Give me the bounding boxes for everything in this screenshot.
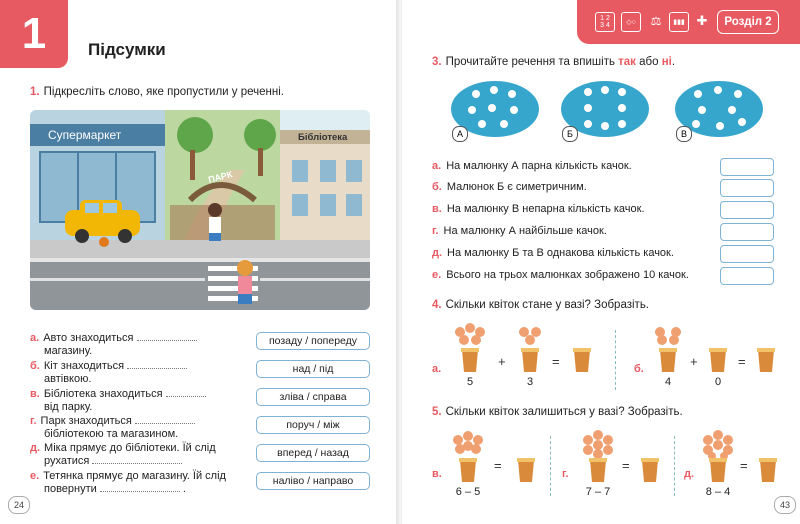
statement-a: а. На малюнку А парна кількість качок. <box>432 160 632 172</box>
divider <box>550 436 551 496</box>
task4-a-first: 5 <box>466 376 474 388</box>
options-d[interactable]: вперед / назад <box>256 444 370 462</box>
options-v[interactable]: зліва / справа <box>256 388 370 406</box>
pond-label-v: В <box>676 126 692 142</box>
bar-chart-icon: ▮▮▮ <box>669 12 689 32</box>
page-title: Підсумки <box>88 40 166 59</box>
page-number-left: 24 <box>8 496 30 514</box>
section-header-bar <box>577 0 800 44</box>
street-scene-illustration <box>30 110 370 310</box>
options-e[interactable]: наліво / направо <box>256 472 370 490</box>
answer-box-a[interactable] <box>720 158 774 176</box>
park-sign: ПАРК <box>207 169 234 185</box>
numbers-icon: 1 2 3 4 <box>595 12 615 32</box>
pond-a <box>448 76 542 142</box>
statement-b: б. Малюнок Б є симетричним. <box>432 181 587 193</box>
task-3-instruction: 3. Прочитайте речення та впишіть так або ні. <box>432 56 676 68</box>
answer-box-v[interactable] <box>720 201 774 219</box>
pond-b <box>558 76 652 142</box>
divider <box>674 436 675 496</box>
left-page <box>0 0 398 524</box>
divider <box>615 330 616 390</box>
task5-label-v: в. <box>432 468 442 480</box>
statement-v: в. На малюнку В непарна кількість качок. <box>432 203 645 215</box>
task4-label-a: а. <box>432 363 442 375</box>
sentence-a: а. Авто знаходиться магазину. <box>30 332 230 358</box>
statement-h: г. На малюнку А найбільше качок. <box>432 225 607 237</box>
vase-flowers-icon <box>648 322 688 374</box>
answer-box-d[interactable] <box>720 245 774 263</box>
empty-vase-icon[interactable] <box>630 430 670 484</box>
vase-flowers-icon <box>698 430 738 484</box>
task-5-instruction: 5. Скільки квіток залишиться у вазі? Зобразіть. <box>432 406 683 418</box>
answer-box-e[interactable] <box>720 267 774 285</box>
section-label: Розділ 2 <box>717 10 779 34</box>
chapter-number: 1 <box>0 0 68 68</box>
task5-label-h: г. <box>562 468 569 480</box>
equals-sign: = <box>494 458 502 473</box>
task5-d-expression: 8 – 4 <box>705 486 731 498</box>
plus-sign: + <box>690 354 698 369</box>
pond-label-a: А <box>452 126 468 142</box>
task5-v-expression: 6 – 5 <box>455 486 481 498</box>
sentence-e: е. Тетянка прямує до магазину. Їй слід повернути . <box>30 470 226 495</box>
equals-sign: = <box>740 458 748 473</box>
task4-b-second: 0 <box>714 376 722 388</box>
task4-a-second: 3 <box>526 376 534 388</box>
task4-label-b: б. <box>634 363 644 375</box>
task4-b-first: 4 <box>664 376 672 388</box>
vase-flowers-icon <box>578 430 618 484</box>
vase-flowers-icon <box>510 322 550 374</box>
task-4-instruction: 4. Скільки квіток стане у вазі? Зобразіть. <box>432 299 649 311</box>
plus-sign: + <box>498 354 506 369</box>
shop-sign: Супермаркет <box>48 128 122 142</box>
sentence-h: г. Парк знаходиться бібліотекою та магазином. <box>30 415 230 441</box>
answer-box-b[interactable] <box>720 179 774 197</box>
sentence-b: б. Кіт знаходиться автівкою. <box>30 360 230 386</box>
answer-box-h[interactable] <box>720 223 774 241</box>
library-sign: Бібліотека <box>298 132 348 143</box>
options-b[interactable]: над / під <box>256 360 370 378</box>
right-page <box>402 0 800 524</box>
empty-vase-icon[interactable] <box>746 322 786 374</box>
equals-sign: = <box>552 354 560 369</box>
statement-d: д. На малюнку Б та В однакова кількість качок. <box>432 247 674 259</box>
vase-flowers-icon <box>448 430 488 484</box>
scale-icon: ⚖ <box>650 14 662 28</box>
empty-vase-icon[interactable] <box>562 322 602 374</box>
empty-vase-icon <box>698 322 738 374</box>
puzzle-icon: ✚ <box>696 13 708 28</box>
equals-sign: = <box>622 458 630 473</box>
task5-h-expression: 7 – 7 <box>585 486 611 498</box>
pond-v <box>672 76 766 142</box>
task-1-instruction: 1. Підкресліть слово, яке пропустили у реченні. <box>30 86 284 98</box>
options-h[interactable]: поруч / між <box>256 416 370 434</box>
statement-e: е. Всього на трьох малюнках зображено 10 качок. <box>432 269 689 281</box>
pond-label-b: Б <box>562 126 578 142</box>
empty-vase-icon[interactable] <box>506 430 546 484</box>
empty-vase-icon[interactable] <box>748 430 788 484</box>
shapes-icon: ◇○ <box>621 12 641 32</box>
equals-sign: = <box>738 354 746 369</box>
page-number-right: 43 <box>774 496 796 514</box>
sentence-d: д. Міка прямує до бібліотеки. Їй слід рухатися <box>30 442 216 467</box>
task5-label-d: д. <box>684 468 695 480</box>
options-a[interactable]: позаду / попереду <box>256 332 370 350</box>
sentence-v: в. Бібліотека знаходиться від парку. <box>30 388 230 414</box>
vase-flowers-icon <box>450 322 490 374</box>
